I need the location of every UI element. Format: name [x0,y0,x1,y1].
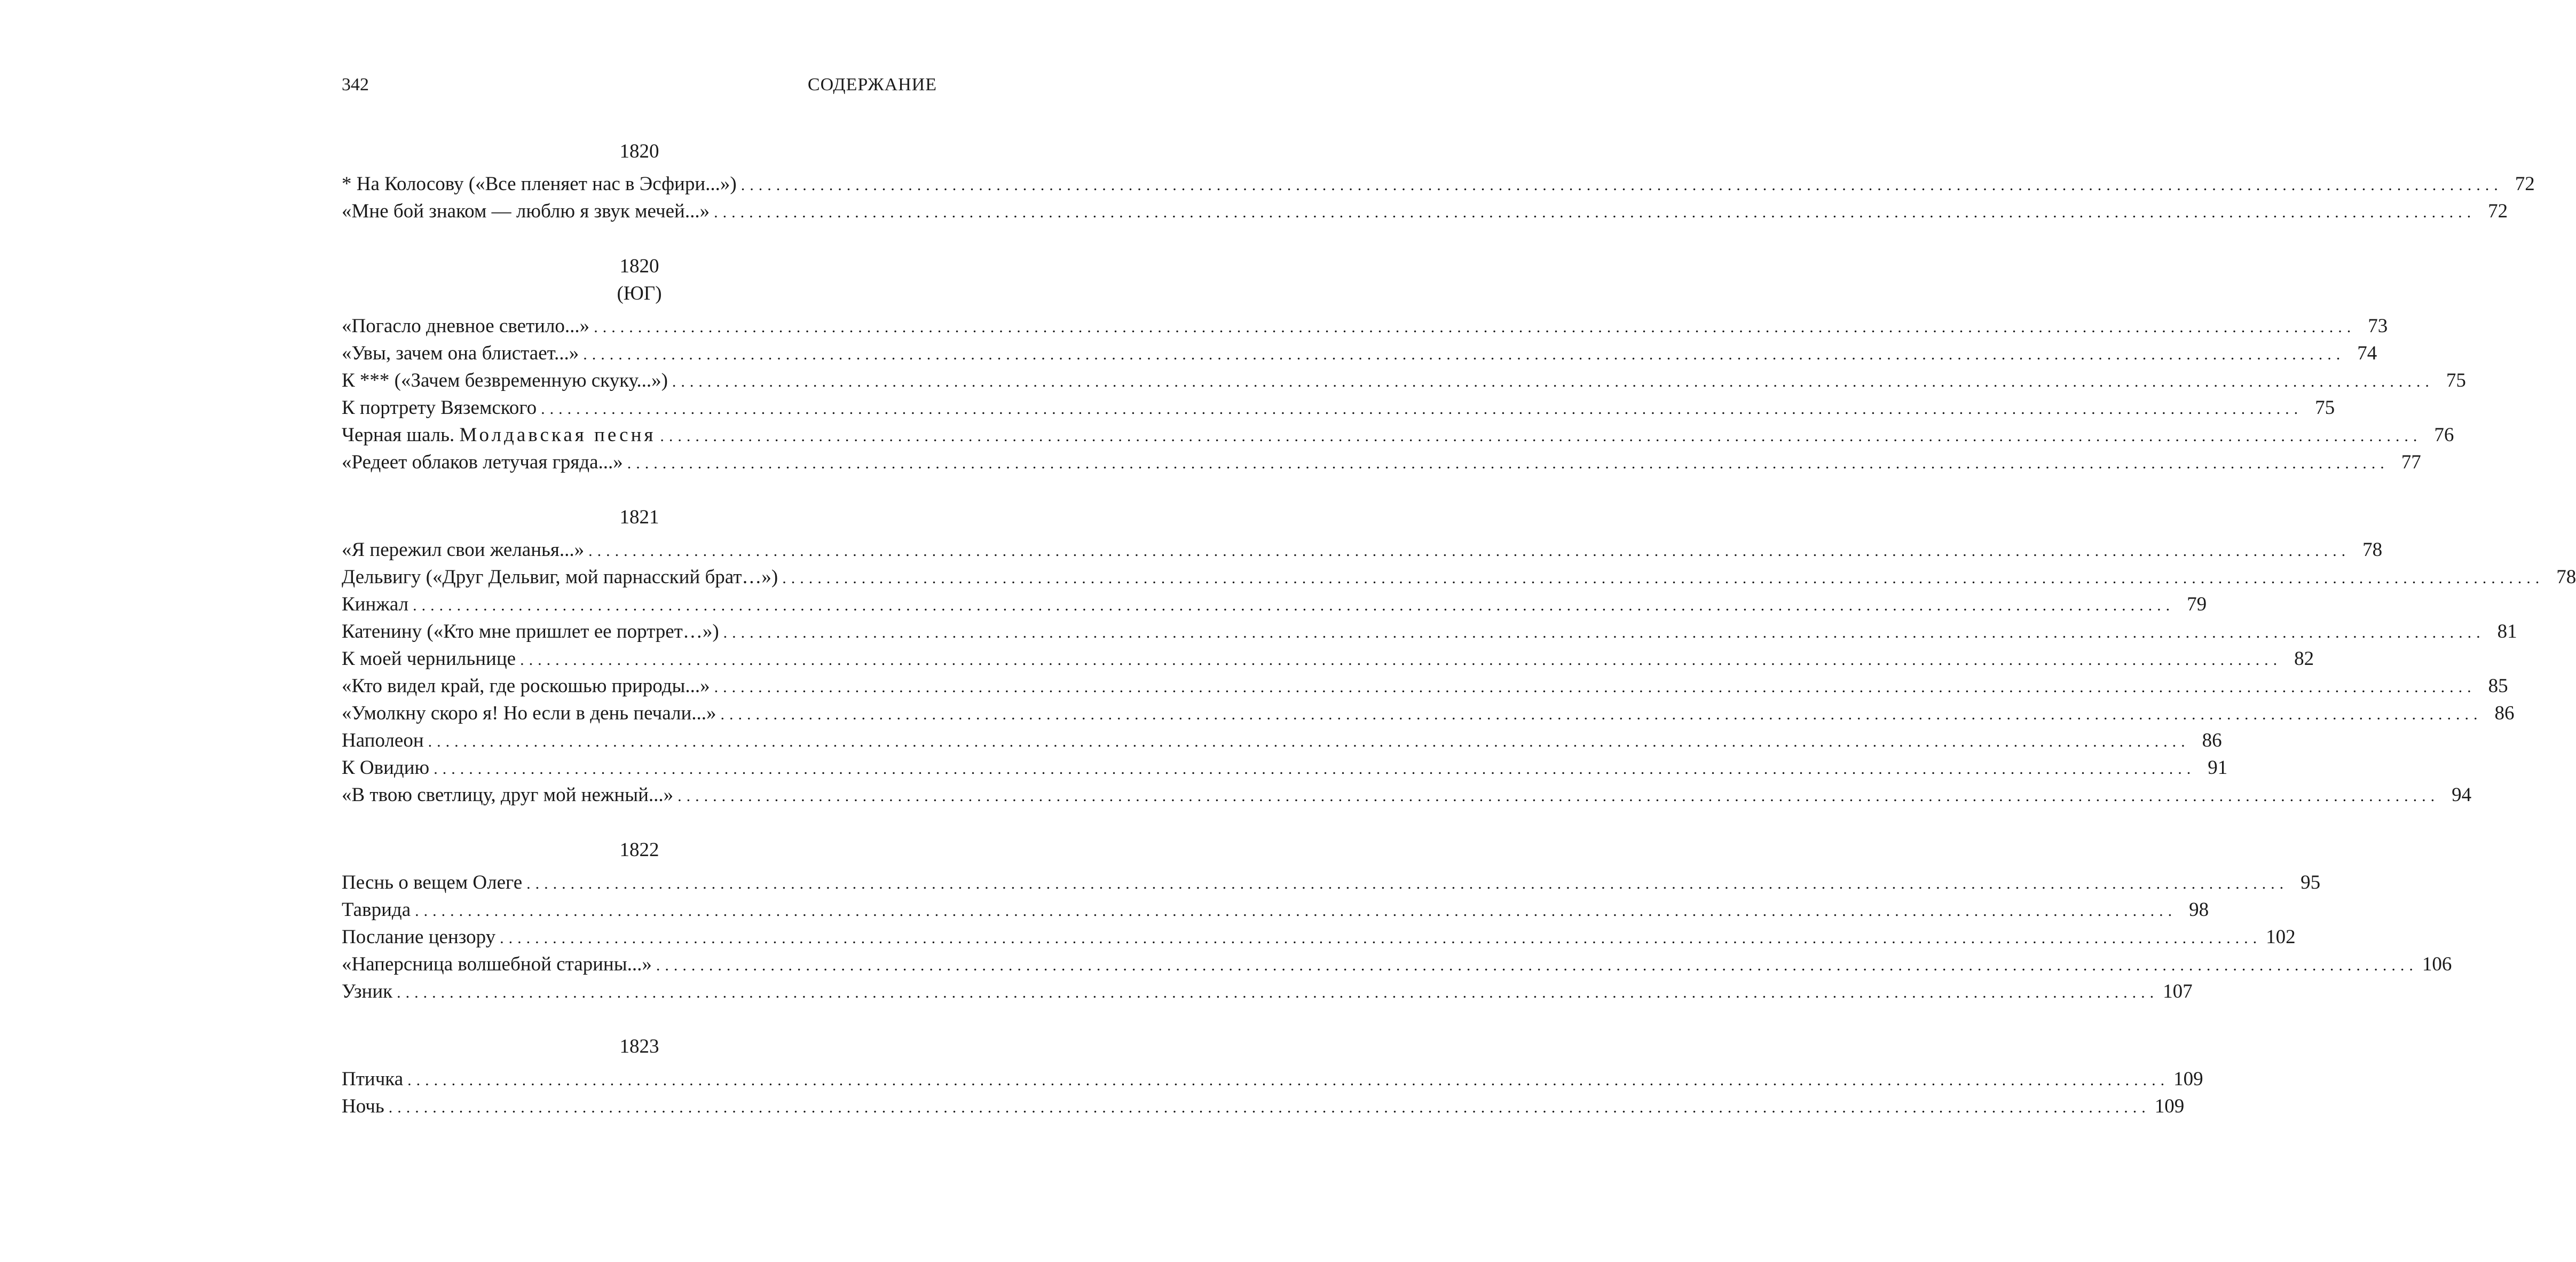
section-year: 1820 [619,140,659,162]
entry-title [342,700,716,727]
entry-page-number: 75 [2315,397,2335,419]
entry-title-text: К *** («Зачем безвременную скуку...») [342,370,668,391]
entry-page-number: 72 [2515,173,2535,195]
entry-title [342,754,429,781]
entry-title [342,978,392,1005]
toc-entry[interactable] [342,727,2222,754]
section-heading [342,138,937,165]
dot-leader: ........................................................................................................................................................................................................ [678,787,2440,805]
entry-page-number: 91 [2208,757,2228,779]
entry-title-text: Послание цензору [342,926,496,948]
toc-entry[interactable] [342,449,2421,476]
entry-title [342,672,710,700]
section-year: 1821 [619,506,659,528]
toc-section [342,836,2452,1005]
toc-section [342,253,2466,476]
dot-leader: ........................................................................................................................................................................................................ [656,957,2418,974]
entry-subtitle: Молдавская песня [459,424,656,446]
dot-leader: ........................................................................................................................................................................................................ [407,1071,2170,1089]
toc-entry[interactable] [342,394,2335,421]
table-of-contents [342,138,2576,1148]
dot-leader: ........................................................................................................................................................................................................ [526,875,2289,892]
entry-title [342,340,579,367]
entry-title-text: К портрету Вяземского [342,397,537,419]
entry-page-number: 86 [2494,702,2515,724]
entry-title [342,618,719,645]
dot-leader: ........................................................................................................................................................................................................ [541,400,2303,418]
entry-page-number: 98 [2189,899,2209,921]
entry-title-text: Дельвигу («Друг Дельвиг, мой парнасский брат…») [342,566,778,588]
dot-leader: ........................................................................................................................................................................................................ [434,760,2196,778]
dot-leader: ........................................................................................................................................................................................................ [428,733,2190,750]
toc-entry[interactable] [342,1093,2185,1120]
toc-entry[interactable] [342,618,2517,645]
entry-title [342,312,589,340]
entry-title-text: Наполеон [342,730,424,751]
dot-leader: ........................................................................................................................................................................................................ [782,569,2545,587]
entry-title [342,591,408,618]
dot-leader: ........................................................................................................................................................................................................ [660,427,2422,445]
section-heading [342,1033,937,1060]
toc-entry[interactable] [342,923,2296,951]
toc-entry[interactable] [342,896,2209,923]
toc-entry[interactable] [342,536,2383,563]
section-subtitle: (ЮГ) [617,283,662,304]
entry-page-number: 86 [2202,730,2222,751]
entry-title-text: К моей чернильнице [342,648,516,670]
dot-leader: ........................................................................................................................................................................................................ [672,373,2434,390]
entry-title-text: «Я пережил свои желанья...» [342,539,585,561]
section-heading [342,253,937,307]
entry-page-number: 82 [2294,648,2314,670]
entry-page-number: 73 [2368,315,2388,337]
dot-leader: ........................................................................................................................................................................................................ [583,346,2345,363]
entry-title [342,896,411,923]
toc-entry[interactable] [342,198,2508,225]
toc-entry[interactable] [342,869,2321,896]
toc-entry[interactable] [342,781,2472,809]
toc-entry[interactable] [342,312,2388,340]
entry-page-number: 76 [2434,424,2454,446]
entry-page-number: 109 [2154,1095,2185,1117]
toc-entry[interactable] [342,754,2228,781]
section-heading [342,504,937,531]
dot-leader: ........................................................................................................................................................................................................ [723,624,2485,641]
dot-leader: ........................................................................................................................................................................................................ [397,984,2159,1001]
entry-title [342,869,522,896]
entry-page-number: 94 [2452,784,2472,806]
entry-title-text: Таврида [342,899,411,921]
toc-section [342,1033,2203,1120]
entry-title-text: «Умолкну скоро я! Но если в день печали...» [342,702,716,724]
toc-entry[interactable] [342,1065,2203,1093]
entry-title-text: «Редеет облаков летучая гряда...» [342,451,623,473]
entry-page-number: 79 [2187,593,2207,615]
entry-title-text: К Овидию [342,757,430,779]
dot-leader: ........................................................................................................................................................................................................ [720,706,2483,723]
section-year: 1822 [619,839,659,861]
toc-entry[interactable] [342,170,2535,198]
entry-page-number: 109 [2173,1068,2203,1090]
entry-title [342,394,537,421]
entry-title-text: Кинжал [342,593,409,615]
entry-title-text: Птичка [342,1068,404,1090]
toc-entry[interactable] [342,340,2377,367]
dot-leader: ........................................................................................................................................................................................................ [714,203,2476,221]
entry-title [342,367,668,394]
entry-page-number: 77 [2401,451,2421,473]
section-year: 1823 [619,1036,659,1057]
entry-page-number: 78 [2362,539,2383,561]
entry-page-number: 102 [2266,926,2296,948]
entry-title-text: «Погасло дневное светило...» [342,315,590,337]
entry-page-number: 85 [2488,675,2508,697]
dot-leader: ........................................................................................................................................................................................................ [415,902,2177,920]
entry-title [342,1093,384,1120]
entry-title [342,727,424,754]
toc-entry[interactable] [342,421,2454,449]
entry-title-text: * На Колосову («Все пленяет нас в Эсфири...») [342,173,737,195]
entry-page-number: 74 [2357,342,2377,364]
entry-title-text: Ночь [342,1095,384,1117]
entry-title-text: Узник [342,981,393,1002]
entry-title [342,198,710,225]
section-year: 1820 [619,255,659,277]
entry-title-text: «Увы, зачем она блистает...» [342,342,579,364]
entry-title-text: «Мне бой знаком — люблю я звук мечей...» [342,200,710,222]
entry-title [342,923,495,951]
entry-title-text: Песнь о вещем Олеге [342,872,523,893]
entry-title [342,421,656,449]
entry-title-text: «В твою светлицу, друг мой нежный...» [342,784,674,806]
page-number: 342 [342,75,369,95]
entry-title-text: «Наперсница волшебной старины...» [342,953,652,975]
page-title: СОДЕРЖАНИЕ [807,75,937,95]
section-heading [342,836,937,864]
dot-leader: ........................................................................................................................................................................................................ [588,542,2351,560]
toc-entry[interactable] [342,978,2193,1005]
dot-leader: ........................................................................................................................................................................................................ [520,651,2282,669]
dot-leader: ........................................................................................................................................................................................................ [627,454,2389,472]
running-head [342,75,937,100]
entry-title [342,449,623,476]
toc-entry[interactable] [342,645,2314,672]
entry-page-number: 107 [2163,981,2193,1002]
entry-title-text: Катенину («Кто мне пришлет ее портрет…») [342,621,719,642]
toc-entry[interactable] [342,951,2452,978]
dot-leader: ........................................................................................................................................................................................................ [714,678,2476,696]
entry-title [342,563,778,591]
entry-page-number: 75 [2446,370,2466,391]
entry-page-number: 78 [2556,566,2576,588]
entry-title-text: «Кто видел край, где роскошью природы...» [342,675,710,697]
entry-title [342,951,652,978]
toc-section [342,504,2576,809]
entry-page-number: 95 [2301,872,2321,893]
entry-title [342,536,584,563]
entry-page-number: 72 [2488,200,2508,222]
toc-entry[interactable] [342,591,2207,618]
entry-page-number: 106 [2422,953,2452,975]
dot-leader: ........................................................................................................................................................................................................ [388,1099,2150,1116]
dot-leader: ........................................................................................................................................................................................................ [740,176,2503,194]
toc-entry[interactable] [342,672,2508,700]
toc-section [342,138,2535,225]
entry-title [342,781,673,809]
toc-entry[interactable] [342,700,2515,727]
entry-page-number: 81 [2497,621,2517,642]
entry-title [342,1065,403,1093]
dot-leader: ........................................................................................................................................................................................................ [594,318,2356,336]
entry-title [342,170,737,198]
toc-entry[interactable] [342,563,2576,591]
dot-leader: ........................................................................................................................................................................................................ [500,929,2262,947]
entry-title-text: Черная шаль. [342,424,455,446]
dot-leader: ........................................................................................................................................................................................................ [413,597,2175,614]
toc-entry[interactable] [342,367,2466,394]
entry-title [342,645,516,672]
